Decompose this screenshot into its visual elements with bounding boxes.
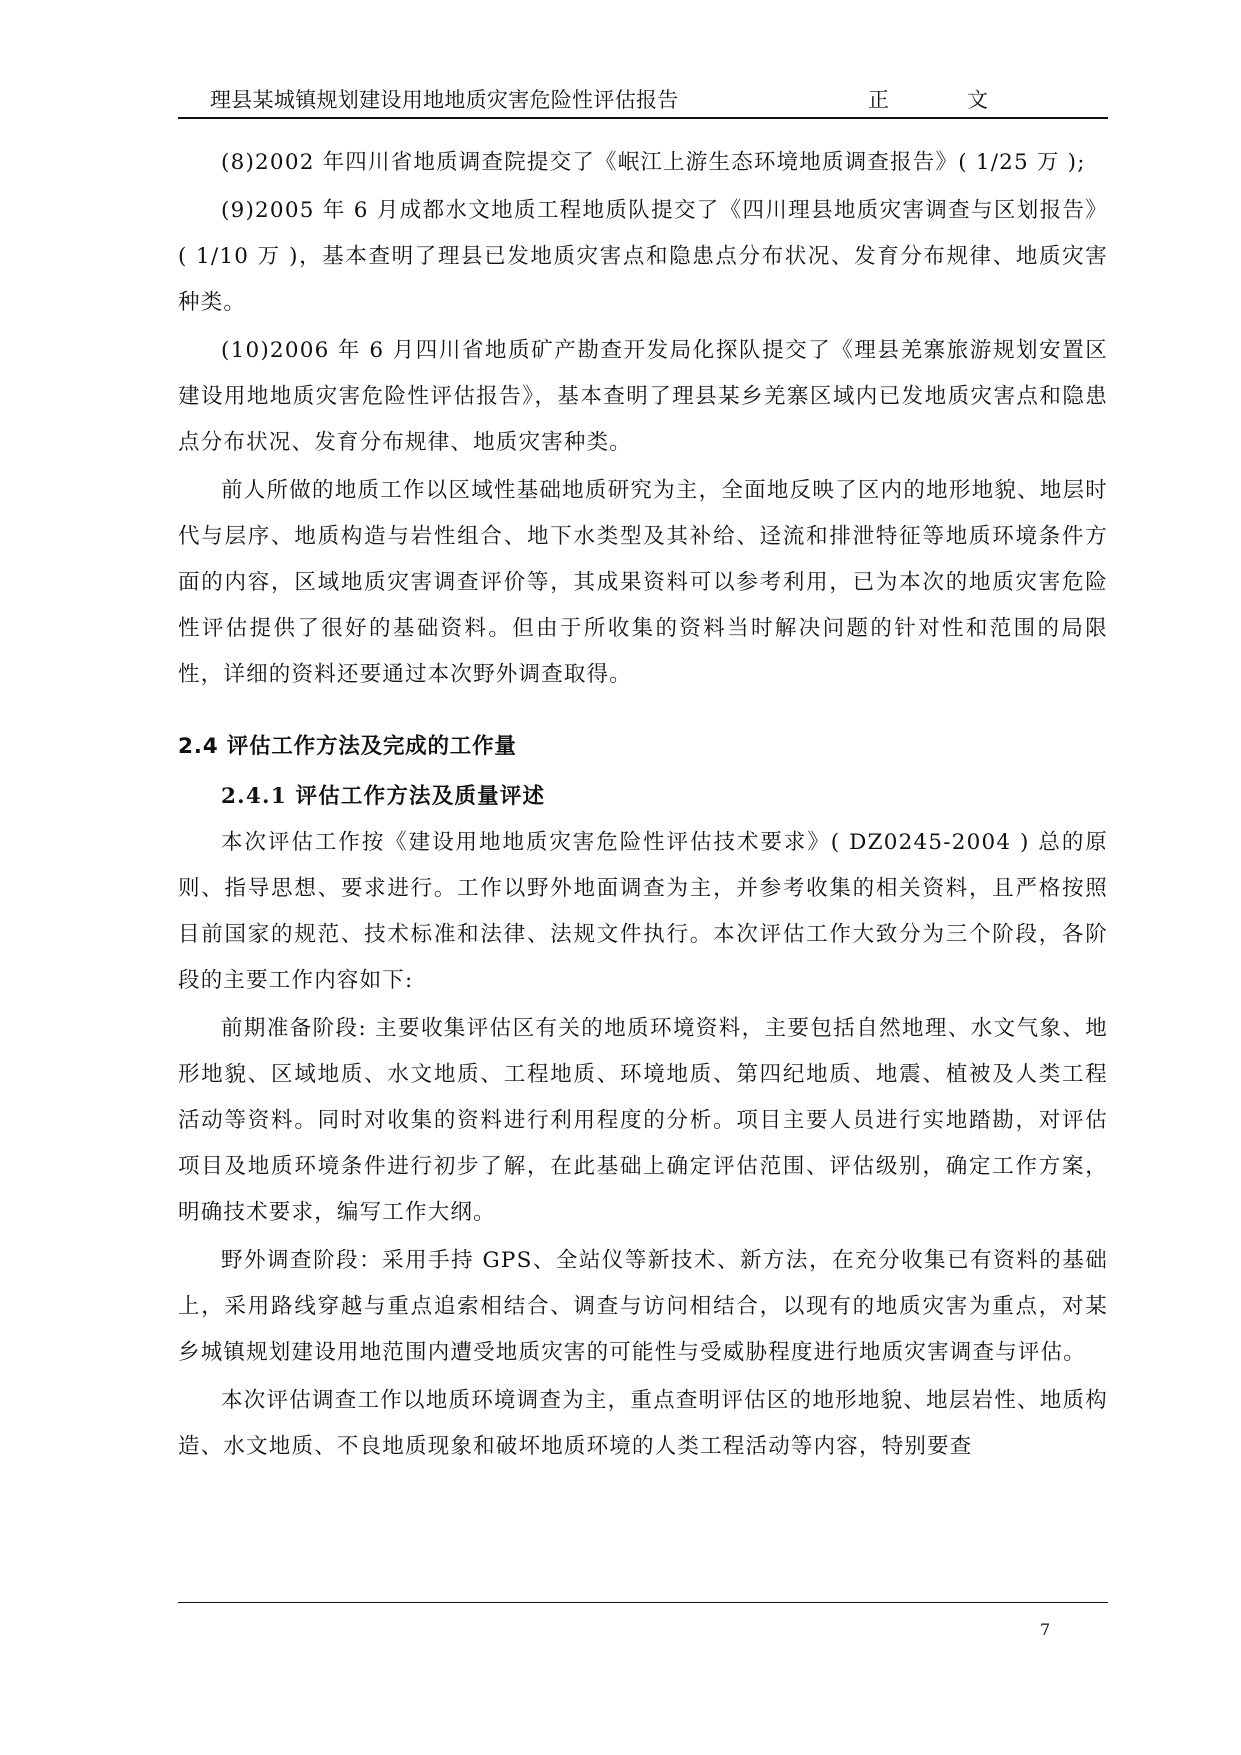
paragraph-method-overview: 本次评估工作按《建设用地地质灾害危险性评估技术要求》( DZ0245-2004 ) 总的原则、指导思想、要求进行。工作以野外地面调查为主，并参考收集的相关资料，且严格按照目前国家的规范、技术标准和法律、法规文件执行。本次评估工作大致分为三个阶段，各阶段的主要工作内容如下: [178, 830, 1108, 993]
paragraph-prior-work-summary: 前人所做的地质工作以区域性基础地质研究为主，全面地反映了区内的地形地貌、地层时代与层序、地质构造与岩性组合、地下水类型及其补给、迳流和排泄特征等地质环境条件方面的内容，区域地质灾害调查评价等，其成果资料可以参考利用，已为本次的地质灾害危险性评估提供了很好的基础资料。但由于所收集的资料当时解决问题的针对性和范围的局限性，详细的资料还要通过本次野外调查取得。 [178, 478, 1108, 687]
paragraph-ref-10: (10)2006 年 6 月四川省地质矿产勘查开发局化探队提交了《理县羌寨旅游规划安置区建设用地地质灾害危险性评估报告》，基本查明了理县某乡羌寨区域内已发地质灾害点和隐患点分布状况、发育分布规律、地质灾害种类。 [178, 338, 1108, 455]
section-heading: 2.4 评估工作方法及完成的工作量 [178, 734, 517, 759]
header-title: 理县某城镇规划建设用地地质灾害危险性评估报告 [210, 88, 679, 112]
header-rule [178, 117, 1108, 119]
header-section-label: 正文 [868, 88, 1066, 112]
body-content [178, 140, 1108, 1470]
page-header [178, 80, 1108, 120]
footer-rule [178, 1602, 1108, 1603]
paragraph-field-survey-stage: 野外调查阶段：采用手持 GPS、全站仪等新技术、新方法，在充分收集已有资料的基础上，采用路线穿越与重点追索相结合、调查与访问相结合，以现有的地质灾害为重点，对某乡城镇规划建设用地范围内遭受地质灾害的可能性与受威胁程度进行地质灾害调查与评估。 [178, 1248, 1108, 1365]
paragraph-ref-9: (9)2005 年 6 月成都水文地质工程地质队提交了《四川理县地质灾害调查与区划报告》( 1/10 万 )，基本查明了理县已发地质灾害点和隐患点分布状况、发育分布规律、地质灾害种类。 [178, 198, 1108, 315]
paragraph-ref-8: (8)2002 年四川省地质调查院提交了《岷江上游生态环境地质调查报告》( 1/25 万 ); [221, 150, 1086, 175]
subsection-heading: 2.4.1 评估工作方法及质量评述 [221, 784, 546, 809]
paragraph-preparation-stage: 前期准备阶段: 主要收集评估区有关的地质环境资料，主要包括自然地理、水文气象、地形地貌、区域地质、水文地质、工程地质、环境地质、第四纪地质、地震、植被及人类工程活动等资料。同时对收集的资料进行利用程度的分析。项目主要人员进行实地踏勘，对评估项目及地质环境条件进行初步了解，在此基础上确定评估范围、评估级别，确定工作方案，明确技术要求，编写工作大纲。 [178, 1016, 1108, 1225]
page-number: 7 [1040, 1620, 1051, 1639]
paragraph-survey-focus: 本次评估调查工作以地质环境调查为主，重点查明评估区的地形地貌、地层岩性、地质构造、水文地质、不良地质现象和破坏地质环境的人类工程活动等内容，特别要查 [178, 1388, 1108, 1459]
